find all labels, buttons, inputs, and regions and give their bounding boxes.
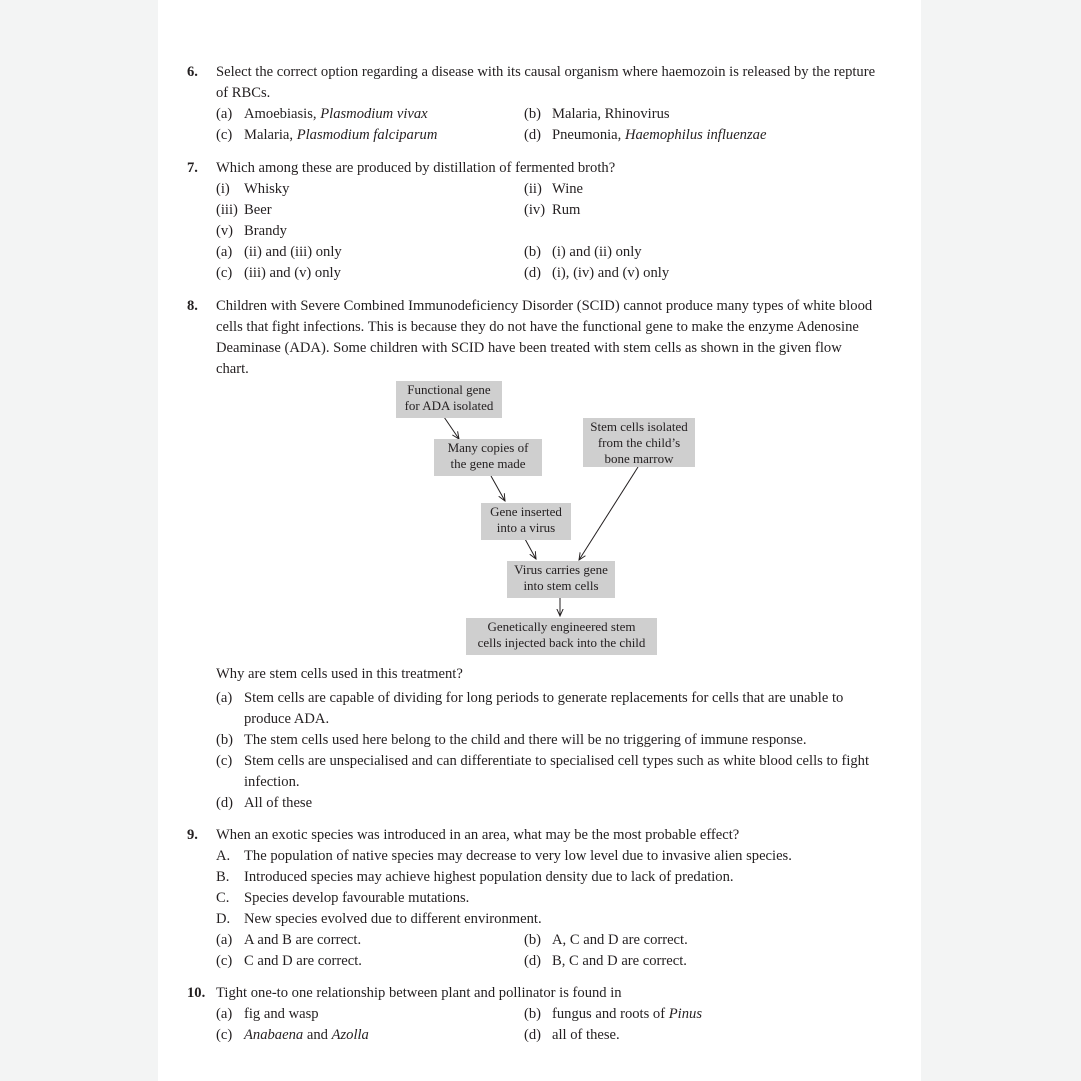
document-page <box>158 0 921 1081</box>
option-c[interactable]: (c) Malaria, Plasmodium falciparum <box>216 127 438 143</box>
item-ii: (ii) Wine <box>524 181 584 197</box>
arrow-2-to-4 <box>491 476 505 501</box>
option-row <box>216 930 877 951</box>
question-text: When an exotic species was introduced in an area, what may be the most probable effect? <box>216 827 740 843</box>
statement-b: B. Introduced species may achieve highest population density due to lack of predation. <box>216 869 734 885</box>
item-v: (v) Brandy <box>216 223 287 239</box>
question-text: Children with Severe Combined Immunodeficiency Disorder (SCID) cannot produce many types of white blood cells that fight infections. This is because they do not have the functional gene to make the enzyme Adenosine Deaminase (ADA). Some children with SCID have been treated with stem cells as shown in the given flow chart. <box>216 298 873 377</box>
option-row <box>216 1025 877 1046</box>
question-9 <box>187 825 877 972</box>
question-number: 6. <box>187 64 198 80</box>
option-c[interactable]: (c) (iii) and (v) only <box>216 265 341 281</box>
question-text: Tight one-to one relationship between plant and pollinator is found in <box>216 985 622 1001</box>
option-b[interactable]: (b) The stem cells used here belong to the child and there will be no triggering of immune response. <box>216 732 807 748</box>
option-b[interactable]: (b) fungus and roots of Pinus <box>524 1006 702 1022</box>
item-iv: (iv) Rum <box>524 202 581 218</box>
option-row <box>216 1004 877 1025</box>
option-b[interactable]: (b) (i) and (ii) only <box>524 244 642 260</box>
question-text: Which among these are produced by distillation of fermented broth? <box>216 160 616 176</box>
option-row <box>216 951 877 972</box>
statement-d: D. New species evolved due to different environment. <box>216 911 542 927</box>
question-8-subquestion <box>187 664 877 685</box>
item-i: (i) Whisky <box>216 181 290 197</box>
flow-box-virus-carries-gene: Virus carries gene into stem cells <box>507 561 615 598</box>
flow-box-injected-back: Genetically engineered stem cells injected back into the child <box>466 618 657 655</box>
option-d[interactable]: (d) B, C and D are correct. <box>524 953 687 969</box>
option-b[interactable]: (b) A, C and D are correct. <box>524 932 688 948</box>
arrow-4-to-5 <box>525 539 536 559</box>
option-a[interactable]: (a) fig and wasp <box>216 1006 319 1022</box>
item-iii: (iii) Beer <box>216 202 272 218</box>
question-number: 8. <box>187 298 198 314</box>
option-a[interactable]: (a) Stem cells are capable of dividing for long periods to generate replacements for cells that are unable to produce ADA. <box>216 690 844 727</box>
option-a[interactable]: (a) A and B are correct. <box>216 932 362 948</box>
flow-box-gene-inserted: Gene inserted into a virus <box>481 503 571 540</box>
option-c[interactable]: (c) Stem cells are unspecialised and can differentiate to specialised cell types such as white blood cells to fight infection. <box>216 753 870 790</box>
option-c[interactable]: (c) C and D are correct. <box>216 953 362 969</box>
option-d[interactable]: (d) all of these. <box>524 1027 620 1043</box>
flow-box-many-copies: Many copies of the gene made <box>434 439 542 476</box>
flow-box-stem-cells-isolated: Stem cells isolated from the child’s bone marrow <box>583 418 695 467</box>
option-b[interactable]: (b) Malaria, Rhinovirus <box>524 106 670 122</box>
option-d[interactable]: (d) Pneumonia, Haemophilus influenzae <box>524 127 767 143</box>
question-10 <box>187 983 877 1046</box>
question-number: 7. <box>187 160 198 176</box>
statement-c: C. Species develop favourable mutations. <box>216 890 470 906</box>
statement-a: A. The population of native species may decrease to very low level due to invasive alien species. <box>216 848 792 864</box>
option-a[interactable]: (a) Amoebiasis, Plasmodium vivax <box>216 106 428 122</box>
question-text: Select the correct option regarding a disease with its causal organism where haemozoin is released by the repture of RBCs. <box>216 64 876 101</box>
arrow-1-to-2 <box>444 417 459 439</box>
question-number: 10. <box>187 985 206 1001</box>
arrow-3-to-5 <box>579 467 638 560</box>
subquestion-text: Why are stem cells used in this treatment? <box>216 666 463 682</box>
option-c[interactable]: (c) Anabaena and Azolla <box>216 1027 369 1043</box>
option-d[interactable]: (d) All of these <box>216 795 313 811</box>
question-8-options <box>187 688 877 814</box>
flow-chart <box>158 0 921 700</box>
option-d[interactable]: (d) (i), (iv) and (v) only <box>524 265 670 281</box>
option-a[interactable]: (a) (ii) and (iii) only <box>216 244 342 260</box>
flow-box-functional-gene: Functional gene for ADA isolated <box>396 381 502 418</box>
question-number: 9. <box>187 827 198 843</box>
